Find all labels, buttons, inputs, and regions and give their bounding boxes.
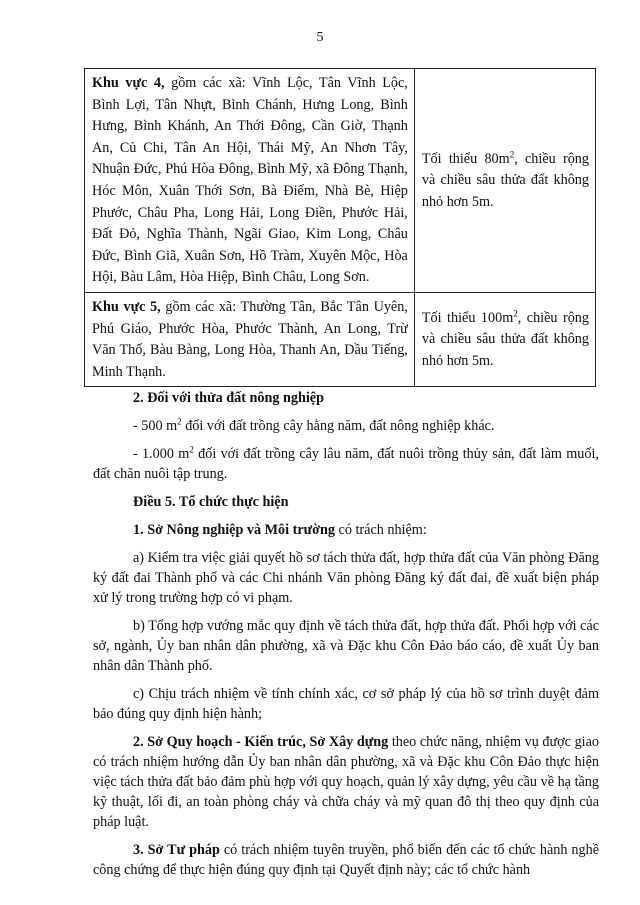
article-5-heading: Điều 5. Tổ chức thực hiện [133,494,289,510]
zone-table [84,68,596,387]
agri-item-1-sup: 2 [177,416,182,427]
article-5-para-2 [93,732,599,832]
agri-item-2 [93,444,599,484]
article-5-para-3 [93,840,599,880]
agri-item-1-text: - 500 m [133,418,178,434]
agri-item-2-sup: 2 [189,444,194,455]
zone-4-label: Khu vực 4, [92,75,165,91]
article-5-item-c: c) Chịu trách nhiệm về tính chính xác, cơ sở pháp lý của hồ sơ trình duyệt đảm bảo đúng quy định hiện hành; [93,686,599,722]
zone-4-communes: gồm các xã: Vĩnh Lộc, Tân Vĩnh Lộc, Bình Lợi, Tân Nhựt, Bình Chánh, Hưng Long, Bình Hưng, Bình Khánh, An Thới Đông, Cần Giờ, Thạnh An, Củ Chi, Tân An Hội, Thái Mỹ, An Nhơn Tây, Nhuận Đức, Phú Hòa Đông, Bình Mỹ, xã Đông Thạnh, Hóc Môn, Xuân Thới Sơn, Bà Điểm, Nhà Bè, Hiệp Phước, Châu Pha, Long Hải, Long Điền, Phước Hải, Đất Đỏ, Nghĩa Thành, Ngãi Giao, Kim Long, Châu Đức, Bình Giã, Xuân Sơn, Hồ Tràm, Xuyên Mộc, Hòa Hội, Bàu Lâm, Hòa Hiệp, Bình Châu, Long Sơn. [92,75,408,286]
article-5-para-1 [93,520,599,540]
zone-5-communes: gồm các xã: Thường Tân, Bắc Tân Uyên, Phú Giáo, Phước Hòa, Phước Thành, An Long, Trừ Văn Thố, Bàu Bàng, Long Hòa, Thanh An, Dầu Tiếng, Minh Thạnh. [92,298,408,380]
agency-3-name: 3. Sở Tư pháp [133,842,220,858]
zone-5-req-text: Tối thiểu 100m [421,309,514,326]
zone-5-label: Khu vực 5, [92,298,161,315]
zone-5-requirement [414,292,595,386]
agency-2-name: 2. Sở Quy hoạch - Kiến trúc, Sở Xây dựng [133,734,389,750]
agency-3-text: có trách nhiệm tuyên truyền, phổ biến đến các tổ chức hành nghề công chứng để thực hiện đúng quy định tại Quyết định này; các tổ chức hành [93,842,600,878]
zone-5-description [85,292,415,386]
article-5-item-b: b) Tổng hợp vướng mắc quy định về tách thửa đất, hợp thửa đất. Phối hợp với các sở, ngành, Ủy ban nhân dân phường, xã và Đặc khu Côn Đảo báo cáo, đề xuất Ủy ban nhân dân Thành phố. [93,618,599,674]
section-2-heading: 2. Đối với thửa đất nông nghiệp [133,390,324,406]
agri-item-2-text: - 1.000 m [133,446,190,462]
zone-4-req-sup: 2 [509,148,515,159]
agency-1-name: 1. Sở Nông nghiệp và Môi trường [133,522,335,538]
zone-4-req-text: Tối thiểu 80m [421,150,510,167]
zone-4-req-text-end: , chiều rộng và chiều sâu thửa đất không nhỏ hơn 5m. [421,150,589,210]
table-row [85,69,596,293]
agency-1-text: có trách nhiệm: [335,522,427,538]
page-number: 5 [316,30,324,45]
table-row [85,292,596,386]
agency-2-text: theo chức năng, nhiệm vụ được giao có trách nhiệm hướng dẫn Ủy ban nhân dân phường, xã và Đặc khu Côn Đảo thực hiện việc tách thửa đất bảo đảm phù hợp với quy hoạch, quản lý xây dựng, yêu cầu về hạ tầng kỹ thuật, lối đi, an toàn phòng cháy và chữa cháy và mỹ quan đô thị theo quy định của pháp luật. [93,734,600,830]
document-body [93,388,599,888]
zone-4-description [85,69,415,293]
agri-item-2-text-end: đối với đất trồng cây lâu năm, đất nuôi trồng thủy sản, đất làm muối, đất chăn nuôi tập trung. [93,446,599,482]
article-5-item-a: a) Kiểm tra việc giải quyết hồ sơ tách thửa đất, hợp thửa đất của Văn phòng Đăng ký đất đai Thành phố và các Chi nhánh Văn phòng Đăng ký đất đai, đề xuất biện pháp xử lý trong trường hợp có vi phạm. [93,550,599,606]
agri-item-1-text-end: đối với đất trồng cây hằng năm, đất nông nghiệp khác. [181,418,495,434]
zone-5-req-text-end: , chiều rộng và chiều sâu thửa đất không nhỏ hơn 5m. [421,309,589,369]
zone-4-requirement [414,69,595,293]
zone-5-req-sup: 2 [513,308,518,318]
agri-item-1 [93,416,599,436]
